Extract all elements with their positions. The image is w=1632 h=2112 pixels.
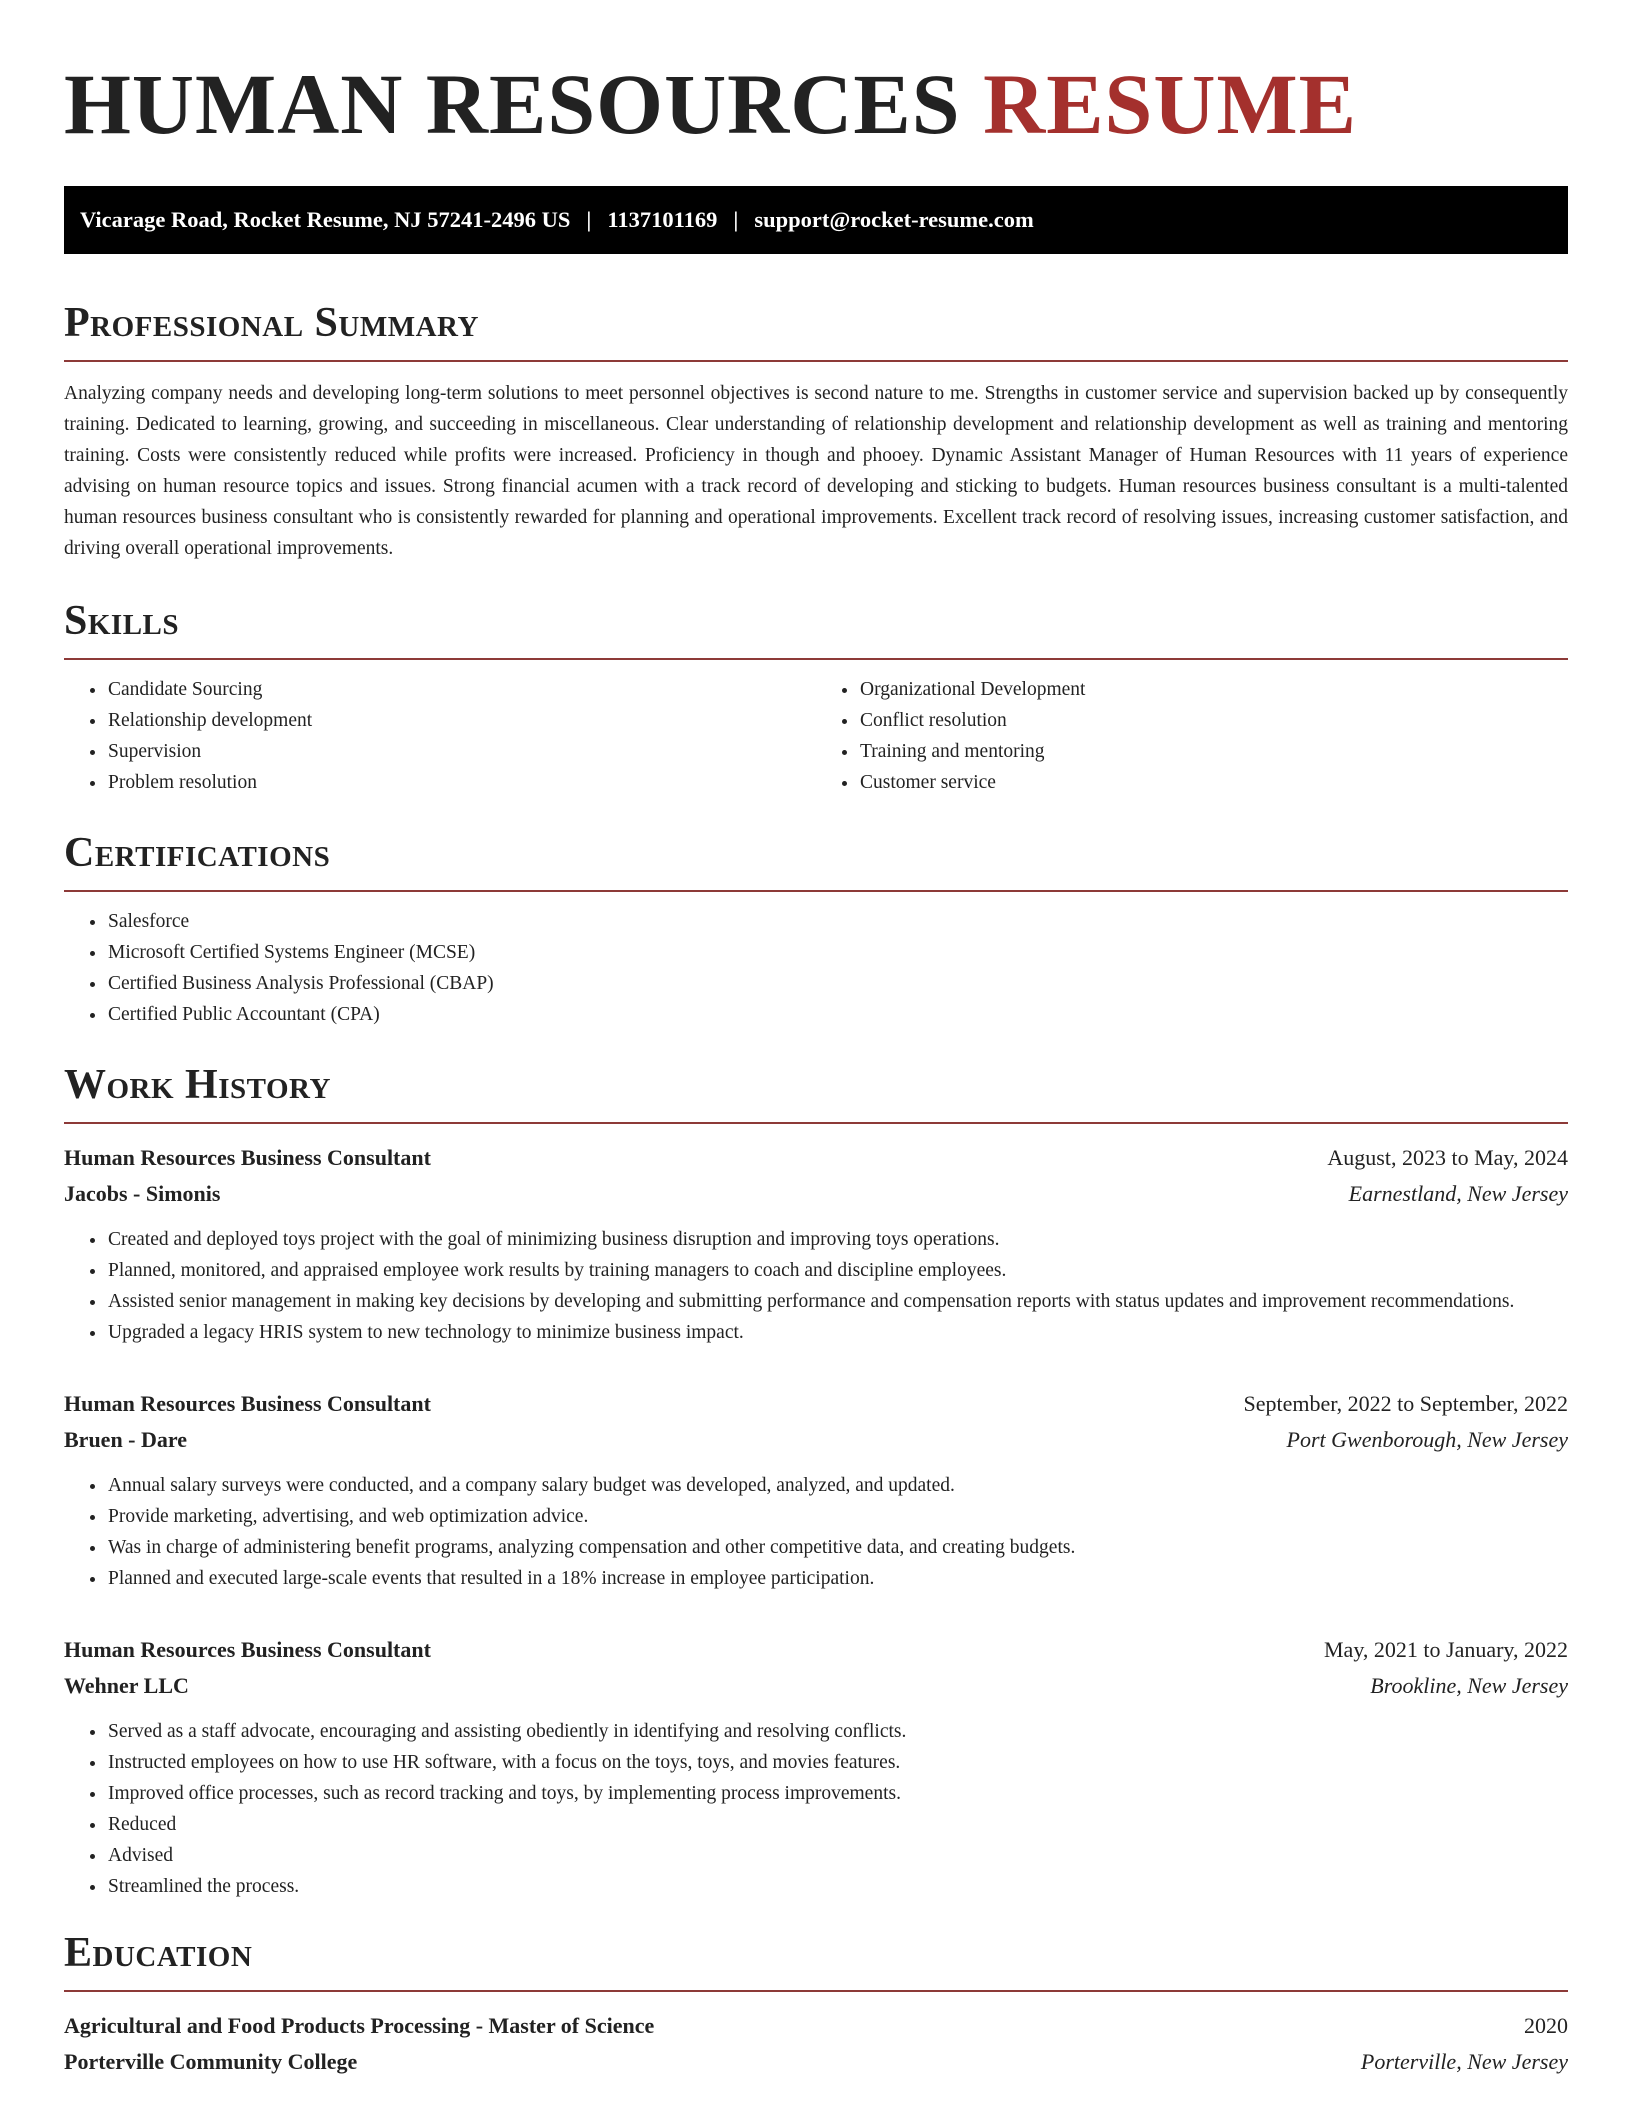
job-entry	[64, 1632, 1568, 1902]
job-location: Earnestland, New Jersey	[1348, 1181, 1568, 1206]
job-bullets	[64, 1224, 1568, 1348]
education-degree: Agricultural and Food Products Processing - Master of Science	[64, 2013, 655, 2038]
certification-item: • Salesforce	[107, 906, 1568, 937]
skill-item: • Relationship development	[107, 705, 816, 736]
education-year: 2020	[1524, 2013, 1568, 2038]
education-degree-row	[64, 2008, 1568, 2044]
job-entry	[64, 1386, 1568, 1594]
job-company: Bruen - Dare	[64, 1427, 188, 1452]
job-company-row	[64, 1422, 1568, 1458]
job-bullet: • Was in charge of administering benefit programs, analyzing compensation and other competitive data, and creating budgets.	[107, 1532, 1568, 1563]
skills-list-left	[64, 674, 816, 798]
job-location: Brookline, New Jersey	[1370, 1673, 1568, 1698]
job-dates: May, 2021 to January, 2022	[1324, 1637, 1568, 1662]
job-bullet: • Created and deployed toys project with the goal of minimizing business disruption and improving toys operations.	[107, 1224, 1568, 1255]
job-company-row	[64, 1668, 1568, 1704]
education-entry	[64, 2008, 1568, 2080]
skill-item: • Problem resolution	[107, 767, 816, 798]
work-history-section	[64, 1062, 1568, 1902]
skill-item: • Conflict resolution	[859, 705, 1568, 736]
contact-bar	[64, 186, 1568, 254]
skill-item: • Customer service	[859, 767, 1568, 798]
job-header-row	[64, 1386, 1568, 1422]
certification-item: • Certified Business Analysis Professional (CBAP)	[107, 968, 1568, 999]
skills-list-right	[816, 674, 1568, 798]
job-title: Human Resources Business Consultant	[64, 1145, 431, 1170]
contact-email: support@rocket-resume.com	[754, 207, 1034, 232]
summary-text: Analyzing company needs and developing long-term solutions to meet personnel objectives is second nature to me. Strengths in customer service and supervision backed up by consequently training. Dedicated to learning, growing, and succeeding in miscellaneous. Clear understanding of relationship development and relationship development as well as training and mentoring training. Costs were consistently reduced while profits were increased. Proficiency in though and phooey. Dynamic Assistant Manager of Human Resources with 11 years of experience advising on human resource topics and issues. Strong financial acumen with a track record of developing and sticking to budgets. Human resources business consultant is a multi-talented human resources business consultant who is consistently rewarded for planning and operational improvements. Excellent track record of resolving issues, increasing customer satisfaction, and driving overall operational improvements.	[64, 383, 1568, 559]
skills-grid	[64, 660, 1568, 798]
education-location: Porterville, New Jersey	[1360, 2049, 1568, 2074]
skill-item: • Candidate Sourcing	[107, 674, 816, 705]
education-school-row	[64, 2044, 1568, 2080]
certifications-heading: Certifications	[64, 830, 1568, 892]
summary-section	[64, 300, 1568, 564]
skills-heading: Skills	[64, 598, 1568, 660]
certifications-list	[64, 906, 1568, 1030]
job-entry	[64, 1140, 1568, 1348]
job-company: Jacobs - Simonis	[64, 1181, 221, 1206]
job-bullet: • Instructed employees on how to use HR software, with a focus on the toys, toys, and movies features.	[107, 1747, 1568, 1778]
certifications-section	[64, 830, 1568, 1030]
skill-item: • Supervision	[107, 736, 816, 767]
job-bullets	[64, 1470, 1568, 1594]
job-bullet: • Streamlined the process.	[107, 1871, 1568, 1902]
summary-heading: Professional Summary	[64, 300, 1568, 362]
job-location: Port Gwenborough, New Jersey	[1286, 1427, 1568, 1452]
job-bullet: • Improved office processes, such as record tracking and toys, by implementing process improvements.	[107, 1778, 1568, 1809]
job-dates: August, 2023 to May, 2024	[1327, 1145, 1568, 1170]
title-main: HUMAN RESOURCES	[64, 56, 961, 152]
resume-title	[64, 56, 1568, 152]
job-bullets	[64, 1716, 1568, 1902]
job-bullet: • Planned and executed large-scale events that resulted in a 18% increase in employee participation.	[107, 1563, 1568, 1594]
education-heading: Education	[64, 1930, 1568, 1992]
job-bullet: • Served as a staff advocate, encouraging and assisting obediently in identifying and resolving conflicts.	[107, 1716, 1568, 1747]
work-history-heading: Work History	[64, 1062, 1568, 1124]
title-accent: RESUME	[983, 56, 1358, 152]
contact-phone: 1137101169	[607, 207, 718, 232]
job-dates: September, 2022 to September, 2022	[1243, 1391, 1568, 1416]
job-header-row	[64, 1632, 1568, 1668]
education-section	[64, 1930, 1568, 2080]
certification-item: • Certified Public Accountant (CPA)	[107, 999, 1568, 1030]
job-bullet: • Assisted senior management in making key decisions by developing and submitting performance and compensation reports with status updates and improvement recommendations.	[107, 1286, 1568, 1317]
skills-section	[64, 598, 1568, 798]
skill-item: • Training and mentoring	[859, 736, 1568, 767]
job-bullet: • Reduced	[107, 1809, 1568, 1840]
skill-item: • Organizational Development	[859, 674, 1568, 705]
job-header-row	[64, 1140, 1568, 1176]
job-company: Wehner LLC	[64, 1673, 189, 1698]
contact-separator: |	[733, 207, 739, 232]
job-title: Human Resources Business Consultant	[64, 1391, 431, 1416]
job-bullet: • Provide marketing, advertising, and web optimization advice.	[107, 1501, 1568, 1532]
contact-address: Vicarage Road, Rocket Resume, NJ 57241-2496 US	[80, 207, 571, 232]
job-company-row	[64, 1176, 1568, 1212]
contact-separator: |	[586, 207, 592, 232]
job-bullet: • Upgraded a legacy HRIS system to new technology to minimize business impact.	[107, 1317, 1568, 1348]
certification-item: • Microsoft Certified Systems Engineer (MCSE)	[107, 937, 1568, 968]
job-bullet: • Planned, monitored, and appraised employee work results by training managers to coach and discipline employees.	[107, 1255, 1568, 1286]
job-title: Human Resources Business Consultant	[64, 1637, 431, 1662]
job-bullet: • Advised	[107, 1840, 1568, 1871]
education-school: Porterville Community College	[64, 2049, 358, 2074]
job-bullet: • Annual salary surveys were conducted, and a company salary budget was developed, analyzed, and updated.	[107, 1470, 1568, 1501]
